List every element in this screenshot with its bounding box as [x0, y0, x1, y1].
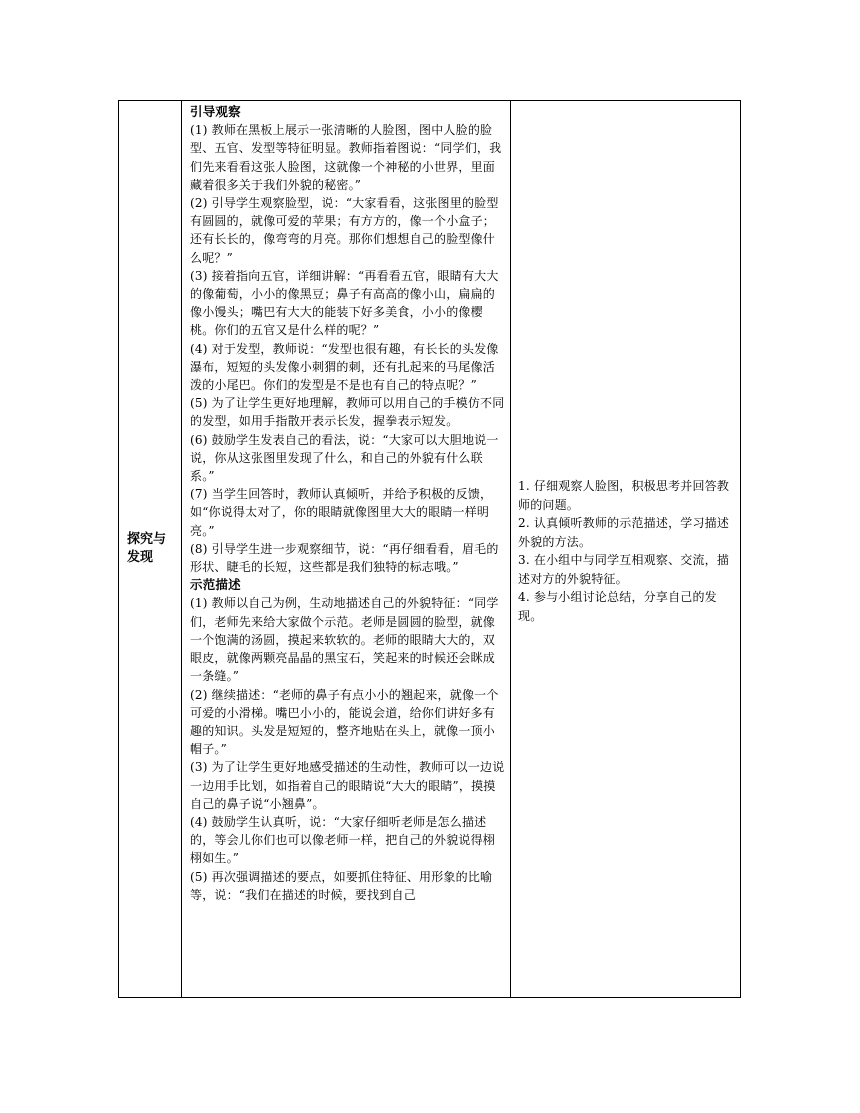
- activity-item: (1) 教师在黑板上展示一张清晰的人脸图，图中人脸的脸型、五官、发型等特征明显。教师指着图说：“同学们，我们先来看看这张人脸图，这就像一个神秘的小世界，里面藏着很多关于我们外貌的秘密。”: [190, 123, 502, 192]
- student-item: 3. 在小组中与同学互相观察、交流，描述对方的外貌特征。: [518, 553, 730, 586]
- activity-item: (8) 引导学生进一步观察细节，说：“再仔细看看，眉毛的形状、睫毛的长短，这些都是我们独特的标志哦。”: [190, 541, 499, 575]
- section-heading: 示范描述: [190, 577, 241, 593]
- lesson-table: [118, 100, 741, 998]
- row-label: 探究与发现: [127, 532, 167, 565]
- column-divider: [510, 101, 511, 997]
- activity-item: (4) 对于发型，教师说：“发型也很有趣，有长长的头发像瀑布，短短的头发像小刺猬的刺，还有扎起来的马尾像活泼的小尾巴。你们的发型是不是也有自己的特点呢？”: [190, 341, 499, 393]
- section-heading: 引导观察: [190, 104, 241, 119]
- student-item: 4. 参与小组讨论总结，分享自己的发现。: [518, 590, 717, 623]
- activity-item: (3) 为了让学生更好地感受描述的生动性，教师可以一边说一边用手比划，如指着自己的眼睛说“大大的眼睛”，摸摸自己的鼻子说“小翘鼻”。: [190, 760, 505, 811]
- activity-item: (5) 为了让学生更好地理解，教师可以用自己的手模仿不同的发型，如用手指散开表示长发，握拳表示短发。: [190, 396, 505, 429]
- activity-item: (1) 教师以自己为例，生动地描述自己的外貌特征：“同学们，老师先来给大家做个示范。老师是圆圆的脸型，就像一个饱满的汤圆，摸起来软软的。老师的眼睛大大的，双眼皮，就像两颗亮晶晶的黑宝石，笑起来的时候还会眯成一条缝。”: [190, 596, 499, 684]
- activity-item: (5) 再次强调描述的要点，如要抓住特征、用形象的比喻等，说：“我们在描述的时候，要找到自己: [190, 869, 493, 902]
- activity-item: (2) 引导学生观察脸型，说：“大家看看，这张图里的脸型有圆圆的，就像可爱的苹果；有方方的，像一个小盒子；还有长长的，像弯弯的月亮。那你们想想自己的脸型像什么呢？”: [190, 196, 499, 265]
- activity-item: (7) 当学生回答时，教师认真倾听，并给予积极的反馈，如“你说得太对了，你的眼睛就像图里大大的眼睛一样明亮。”: [190, 487, 493, 538]
- activity-item: (2) 继续描述：“老师的鼻子有点小小的翘起来，就像一个可爱的小滑梯。嘴巴小小的，能说会道，给你们讲好多有趣的知识。头发是短短的，整齐地贴在头上，就像一顶小帽子。”: [190, 687, 499, 757]
- activity-item: (6) 鼓励学生发表自己的看法，说：“大家可以大胆地说一说，你从这张图里发现了什么，和自己的外貌有什么联系。”: [190, 432, 499, 484]
- student-item: 2. 认真倾听教师的示范描述，学习描述外貌的方法。: [518, 516, 730, 549]
- teacher-activity-cell: [190, 103, 506, 904]
- activity-item: (3) 接着指向五官，详细讲解：“再看看五官，眼睛有大大的像葡萄，小小的像黑豆；鼻子有高高的像小山，扁扁的像小馒头；嘴巴有大大的能装下好多美食，小小的像樱桃。你们的五官又是什么样的呢？”: [190, 268, 499, 338]
- student-activity-cell: [518, 477, 732, 625]
- student-item: 1. 仔细观察人脸图，积极思考并回答教师的问题。: [518, 479, 730, 512]
- column-divider: [181, 101, 182, 997]
- activity-item: (4) 鼓励学生认真听，说：“大家仔细听老师是怎么描述的，等会儿你们也可以像老师一样，把自己的外貌说得栩栩如生。”: [190, 814, 496, 866]
